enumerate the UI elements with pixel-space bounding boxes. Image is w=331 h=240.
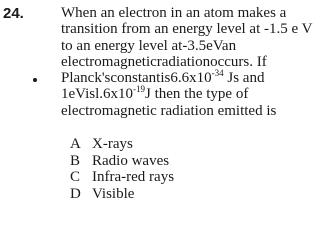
option-text: Infra-red rays xyxy=(92,169,175,185)
stem-line: to an energy level at-3.5eVan xyxy=(61,37,237,54)
question-number: 24. xyxy=(3,5,24,22)
stem-line: transition from an energy level at -1.5 e V xyxy=(61,21,313,38)
stem-line-planck xyxy=(61,70,329,86)
exponent: -19 xyxy=(133,84,146,95)
option-text: Radio waves xyxy=(92,152,170,169)
option-letter: D xyxy=(70,185,81,202)
answer-options xyxy=(70,136,174,202)
option-a[interactable] xyxy=(70,136,174,153)
option-letter: A xyxy=(70,136,81,152)
question-stem xyxy=(61,5,329,119)
stem-line: electromagnetic radiation emitted is xyxy=(61,102,277,119)
option-b[interactable] xyxy=(70,153,174,170)
option-text: X-rays xyxy=(92,136,133,152)
option-letter: C xyxy=(70,169,81,185)
stem-text: Js and xyxy=(223,70,265,87)
stem-line-ev xyxy=(61,86,329,102)
bullet-mark xyxy=(33,78,37,82)
option-d[interactable] xyxy=(70,186,174,203)
stem-line: electromagneticradiationoccurs. If xyxy=(61,53,267,70)
option-text: Visible xyxy=(92,185,135,202)
option-c[interactable] xyxy=(70,169,174,186)
stem-text: J then the type of xyxy=(145,86,249,103)
option-letter: B xyxy=(70,152,81,169)
stem-text: Planck'sconstantis6.6x10 xyxy=(61,70,212,87)
exponent: -34 xyxy=(211,68,224,79)
stem-line: When an electron in an atom makes a xyxy=(61,5,287,21)
stem-text: 1eVisl.6x10 xyxy=(61,86,134,103)
